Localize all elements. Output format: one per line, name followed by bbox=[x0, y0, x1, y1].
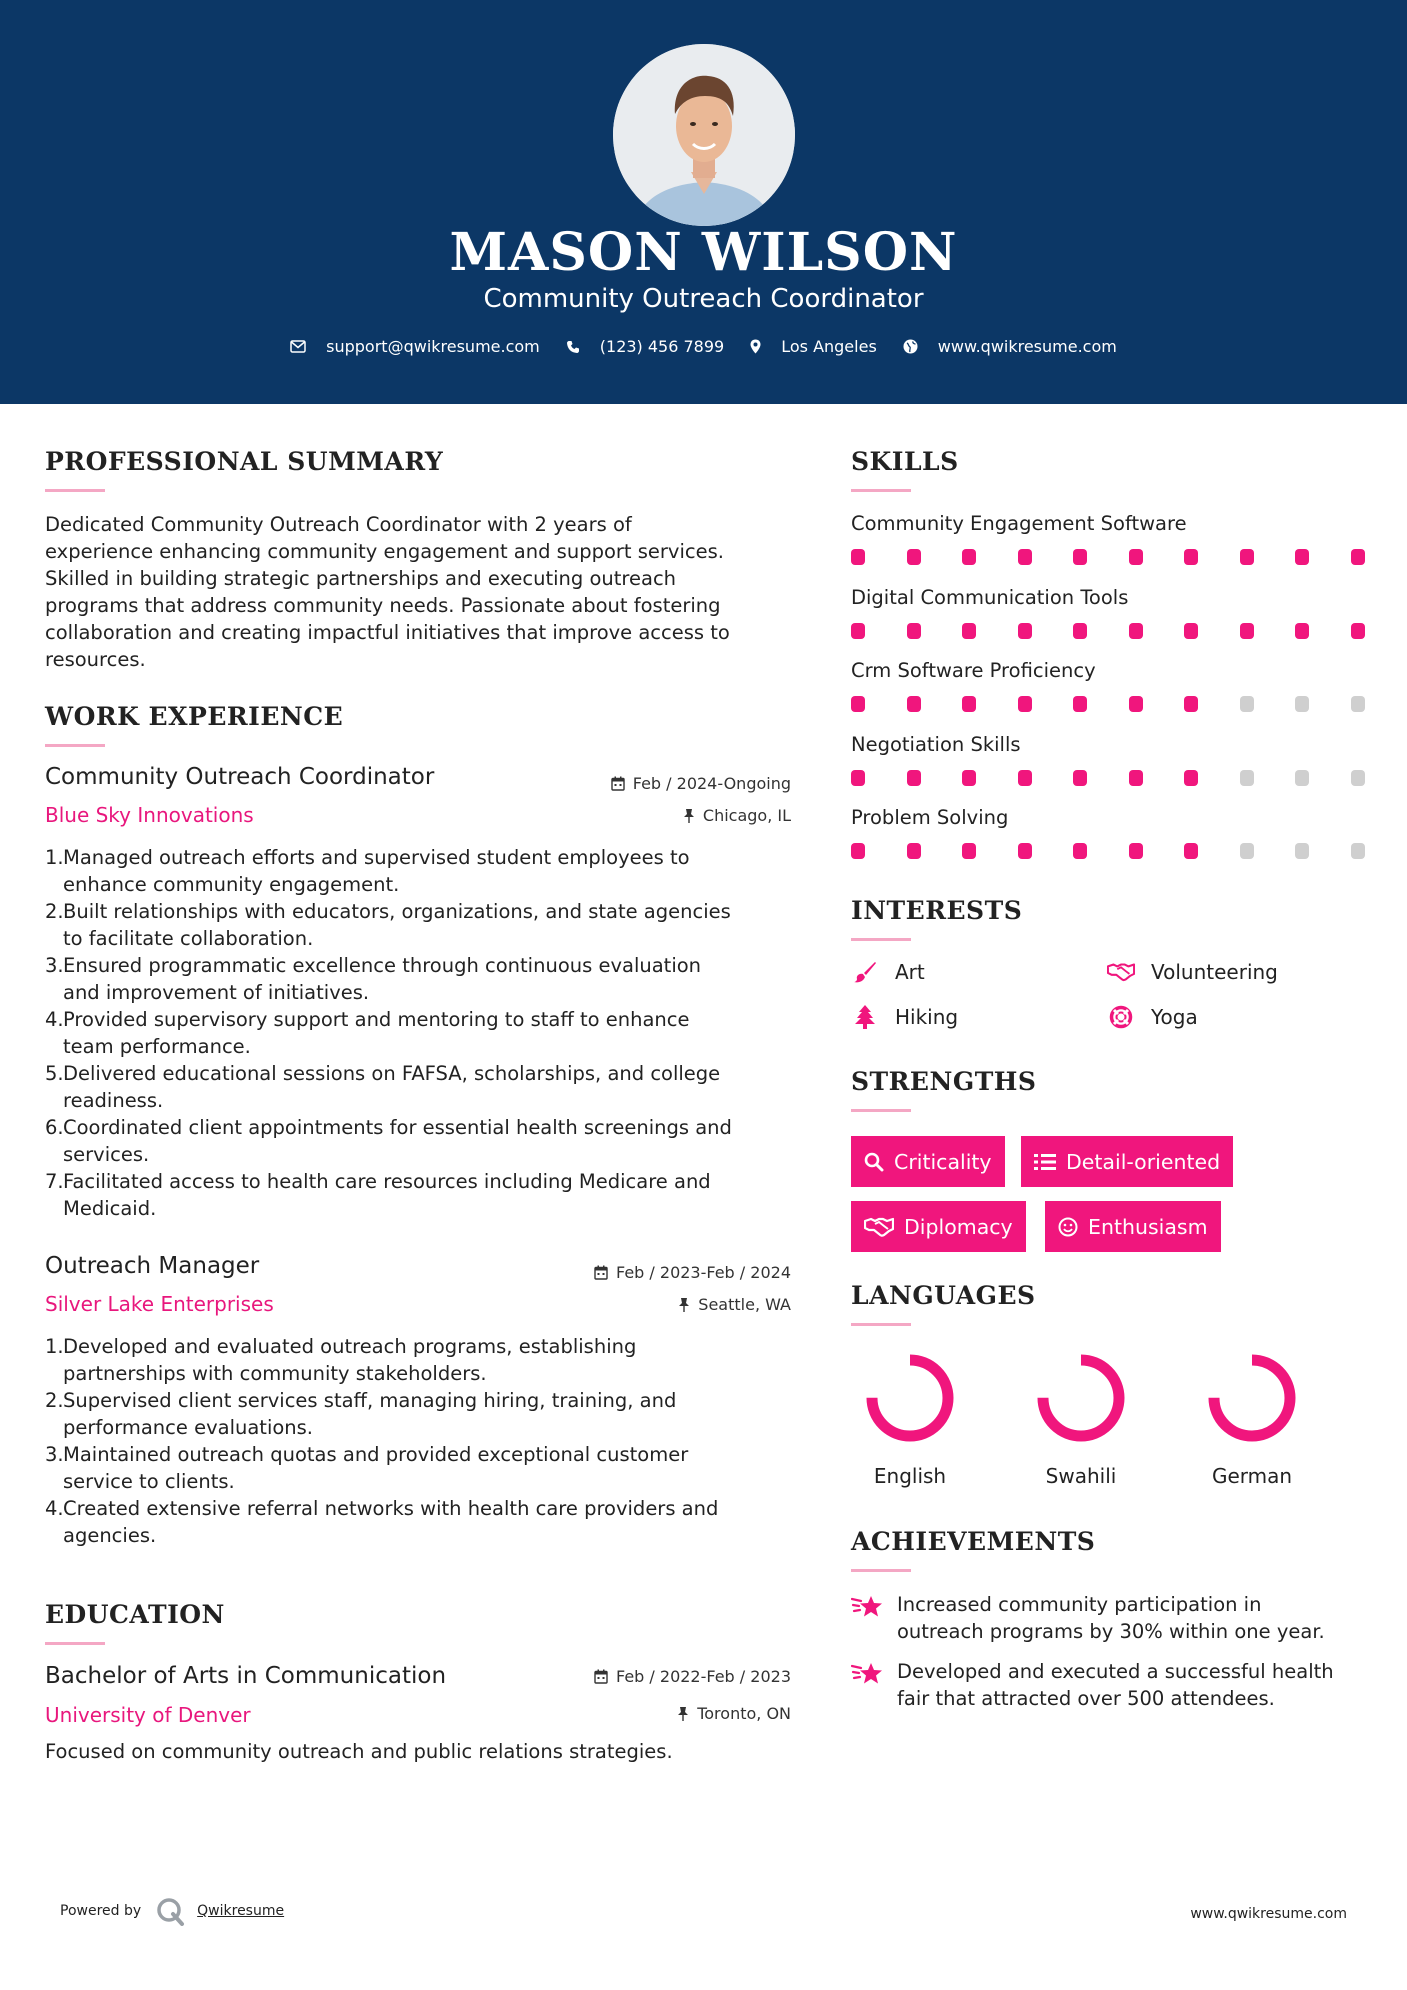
language-level-arc bbox=[1043, 1360, 1119, 1436]
languages-underline bbox=[851, 1323, 911, 1326]
skill-dot-filled bbox=[1129, 696, 1143, 712]
language-label: Swahili bbox=[1045, 1464, 1117, 1488]
summary-line: collaboration and creating impactful initiatives that improve access to bbox=[45, 621, 730, 644]
language-item bbox=[855, 1352, 965, 1488]
skill-dot-filled bbox=[907, 843, 921, 859]
resume-header bbox=[0, 0, 1407, 404]
skill-level-dots bbox=[851, 696, 1363, 712]
skill-dot-filled bbox=[1184, 843, 1198, 859]
smile-icon bbox=[1058, 1217, 1078, 1237]
skills-heading: SKILLS bbox=[851, 447, 959, 476]
envelope-icon bbox=[290, 340, 306, 353]
skill-dot-filled bbox=[851, 549, 865, 565]
skill-dot-filled bbox=[1129, 843, 1143, 859]
language-item bbox=[1026, 1352, 1136, 1488]
job-date-text: Feb / 2024-Ongoing bbox=[632, 774, 791, 793]
education-location bbox=[677, 1704, 791, 1723]
skill-name: Crm Software Proficiency bbox=[851, 659, 1096, 682]
list-item: 7. Facilitated access to health care resources including Medicare and Medicaid. bbox=[45, 1170, 711, 1220]
summary-line: experience enhancing community engagement and support services. bbox=[45, 540, 724, 563]
language-ring bbox=[1197, 1352, 1307, 1444]
achievement-line: fair that attracted over 500 attendees. bbox=[897, 1687, 1275, 1710]
skills-underline bbox=[851, 489, 911, 492]
skill-dot-filled bbox=[1240, 549, 1254, 565]
handshake-icon bbox=[864, 1217, 894, 1237]
skill-dot-filled bbox=[1184, 696, 1198, 712]
achievement-line: Increased community participation in bbox=[897, 1593, 1262, 1616]
skill-name: Negotiation Skills bbox=[851, 732, 1021, 756]
interest-volunteering bbox=[1107, 960, 1278, 984]
job-location bbox=[683, 806, 791, 825]
skill-dot-filled bbox=[1295, 549, 1309, 565]
job-duties-list bbox=[45, 1333, 810, 1549]
pushpin-icon bbox=[683, 808, 695, 823]
interest-label: Volunteering bbox=[1151, 960, 1278, 984]
skill-dot-filled bbox=[1073, 843, 1087, 859]
paintbrush-icon bbox=[851, 960, 879, 984]
list-item: 3. Maintained outreach quotas and provided exceptional customer service to clients. bbox=[45, 1443, 689, 1493]
list-item: 1. Developed and evaluated outreach programs, establishing partnerships with community stakeholders. bbox=[45, 1335, 637, 1385]
languages-heading: LANGUAGES bbox=[851, 1281, 1036, 1310]
skill-dot-filled bbox=[962, 696, 976, 712]
skill-dot-filled bbox=[851, 623, 865, 639]
achievement-item bbox=[851, 1591, 1371, 1645]
list-icon bbox=[1034, 1153, 1056, 1171]
skill-dot-filled bbox=[1129, 549, 1143, 565]
skill-dot-filled bbox=[962, 623, 976, 639]
skill-dot-empty bbox=[1351, 770, 1365, 786]
skill-dot-filled bbox=[1018, 770, 1032, 786]
skill-dot-filled bbox=[1184, 549, 1198, 565]
strength-badge-criticality bbox=[851, 1136, 1005, 1187]
summary-text bbox=[45, 511, 805, 673]
skill-dot-empty bbox=[1351, 843, 1365, 859]
education-heading: EDUCATION bbox=[45, 1600, 225, 1629]
education-degree: Bachelor of Arts in Communication bbox=[45, 1663, 447, 1689]
list-item: 2. Supervised client services staff, managing hiring, training, and performance evaluations. bbox=[45, 1389, 677, 1439]
list-item: 6. Coordinated client appointments for essential health screenings and services. bbox=[45, 1116, 732, 1166]
experience-heading: WORK EXPERIENCE bbox=[45, 702, 344, 731]
skill-dot-filled bbox=[1073, 696, 1087, 712]
skill-dot-filled bbox=[1351, 549, 1365, 565]
search-icon bbox=[864, 1152, 884, 1172]
skill-dot-filled bbox=[1184, 770, 1198, 786]
language-item bbox=[1197, 1352, 1307, 1488]
language-label: English bbox=[873, 1464, 947, 1488]
calendar-icon bbox=[594, 1669, 608, 1684]
skill-dot-filled bbox=[907, 696, 921, 712]
education-underline bbox=[45, 1642, 105, 1645]
achievements-underline bbox=[851, 1569, 911, 1572]
skill-dot-filled bbox=[907, 549, 921, 565]
pushpin-icon bbox=[677, 1706, 689, 1721]
tree-icon bbox=[851, 1005, 879, 1029]
calendar-icon bbox=[611, 776, 625, 791]
skill-name: Problem Solving bbox=[851, 806, 1009, 829]
candidate-name: MASON WILSON bbox=[449, 222, 958, 283]
language-level-arc bbox=[872, 1360, 948, 1436]
footer-website[interactable]: www.qwikresume.com bbox=[1190, 1906, 1347, 1922]
qwikresume-link[interactable]: Qwikresume bbox=[197, 1903, 285, 1919]
skill-level-dots bbox=[851, 623, 1363, 639]
calendar-icon bbox=[594, 1265, 608, 1280]
qwikresume-logo-icon bbox=[155, 1896, 185, 1926]
interests-underline bbox=[851, 938, 911, 941]
strength-label: Criticality bbox=[894, 1149, 992, 1174]
phone-icon bbox=[566, 340, 580, 354]
handshake-icon bbox=[1107, 960, 1135, 984]
candidate-role: Community Outreach Coordinator bbox=[483, 284, 924, 314]
language-ring bbox=[1026, 1352, 1136, 1444]
language-label: German bbox=[1211, 1464, 1293, 1488]
education-school: University of Denver bbox=[45, 1703, 251, 1727]
skill-dot-filled bbox=[962, 843, 976, 859]
job-location-text: Seattle, WA bbox=[698, 1295, 791, 1314]
powered-by-text: Powered by bbox=[60, 1903, 142, 1919]
job-title: Outreach Manager bbox=[45, 1253, 260, 1279]
skill-name: Community Engagement Software bbox=[851, 512, 1187, 535]
list-item: 2. Built relationships with educators, organizations, and state agencies to facilitate collaboration. bbox=[45, 900, 731, 950]
job-location-text: Chicago, IL bbox=[702, 806, 791, 825]
globe-icon bbox=[903, 339, 918, 354]
skill-dot-filled bbox=[851, 770, 865, 786]
skill-level-dots bbox=[851, 843, 1363, 859]
skill-level-dots bbox=[851, 770, 1363, 786]
language-ring bbox=[855, 1352, 965, 1444]
list-item: 4. Created extensive referral networks with health care providers and agencies. bbox=[45, 1497, 719, 1547]
strengths-heading: STRENGTHS bbox=[851, 1067, 1037, 1096]
skill-dot-empty bbox=[1240, 696, 1254, 712]
map-pin-icon bbox=[750, 339, 761, 354]
experience-underline bbox=[45, 744, 105, 747]
job-company: Blue Sky Innovations bbox=[45, 803, 254, 827]
job-date bbox=[611, 774, 791, 793]
strength-badge-enthusiasm bbox=[1045, 1201, 1221, 1252]
list-item: 4. Provided supervisory support and mentoring to staff to enhance team performance. bbox=[45, 1008, 690, 1058]
skill-dot-empty bbox=[1295, 843, 1309, 859]
pushpin-icon bbox=[678, 1297, 690, 1312]
list-item: 3. Ensured programmatic excellence through continuous evaluation and improvement of initiatives. bbox=[45, 954, 702, 1004]
job-date-text: Feb / 2023-Feb / 2024 bbox=[616, 1263, 791, 1282]
interests-heading: INTERESTS bbox=[851, 896, 1023, 925]
job-date bbox=[594, 1263, 791, 1282]
job-company: Silver Lake Enterprises bbox=[45, 1292, 274, 1316]
skill-dot-filled bbox=[1129, 623, 1143, 639]
education-date-text: Feb / 2022-Feb / 2023 bbox=[616, 1667, 791, 1686]
skill-dot-filled bbox=[1184, 623, 1198, 639]
skill-name: Digital Communication Tools bbox=[851, 585, 1129, 609]
contact-email[interactable] bbox=[290, 337, 540, 356]
contact-email-text: support@qwikresume.com bbox=[326, 337, 540, 356]
education-date bbox=[594, 1667, 791, 1686]
skill-dot-filled bbox=[1295, 623, 1309, 639]
contact-phone[interactable] bbox=[566, 337, 724, 356]
skill-dot-filled bbox=[962, 770, 976, 786]
contact-location-text: Los Angeles bbox=[781, 337, 877, 356]
interest-label: Yoga bbox=[1151, 1005, 1198, 1029]
summary-line: Skilled in building strategic partnerships and executing outreach bbox=[45, 567, 677, 590]
skill-dot-filled bbox=[907, 623, 921, 639]
strength-badge-diplomacy bbox=[851, 1201, 1026, 1252]
contact-phone-text: (123) 456 7899 bbox=[599, 337, 725, 356]
skill-dot-filled bbox=[1073, 770, 1087, 786]
contact-bar bbox=[0, 337, 1407, 356]
skill-dot-empty bbox=[1295, 696, 1309, 712]
shooting-star-icon bbox=[851, 1593, 885, 1645]
education-description: Focused on community outreach and public relations strategies. bbox=[45, 1740, 673, 1763]
skill-dot-filled bbox=[1018, 623, 1032, 639]
skill-dot-filled bbox=[962, 549, 976, 565]
interest-label: Art bbox=[895, 960, 925, 984]
lifering-icon bbox=[1107, 1005, 1135, 1029]
skill-dot-empty bbox=[1240, 843, 1254, 859]
skill-dot-filled bbox=[1129, 770, 1143, 786]
list-item: 1. Managed outreach efforts and supervised student employees to enhance community engagement. bbox=[45, 846, 690, 896]
skill-level-dots bbox=[851, 549, 1363, 565]
interest-label: Hiking bbox=[895, 1005, 959, 1029]
job-duties-list bbox=[45, 844, 810, 1222]
skill-dot-empty bbox=[1295, 770, 1309, 786]
list-item: 5. Delivered educational sessions on FAFSA, scholarships, and college readiness. bbox=[45, 1062, 721, 1112]
summary-line: programs that address community needs. Passionate about fostering bbox=[45, 594, 721, 617]
skill-dot-filled bbox=[1018, 696, 1032, 712]
skill-dot-filled bbox=[1351, 623, 1365, 639]
strength-label: Detail-oriented bbox=[1066, 1149, 1221, 1174]
skill-dot-filled bbox=[1018, 549, 1032, 565]
skill-dot-filled bbox=[1073, 623, 1087, 639]
summary-line: resources. bbox=[45, 648, 146, 671]
strengths-underline bbox=[851, 1109, 911, 1112]
summary-underline bbox=[45, 489, 105, 492]
skill-dot-empty bbox=[1351, 696, 1365, 712]
achievement-line: Developed and executed a successful health bbox=[897, 1660, 1334, 1683]
strength-label: Diplomacy bbox=[904, 1214, 1013, 1239]
job-location bbox=[678, 1295, 791, 1314]
strength-badge-detail-oriented bbox=[1021, 1136, 1233, 1187]
skill-dot-filled bbox=[851, 843, 865, 859]
job-title: Community Outreach Coordinator bbox=[45, 764, 435, 790]
strength-label: Enthusiasm bbox=[1088, 1214, 1208, 1239]
achievement-line: outreach programs by 30% within one year. bbox=[897, 1620, 1325, 1643]
summary-heading: PROFESSIONAL SUMMARY bbox=[45, 447, 444, 476]
interest-hiking bbox=[851, 1005, 958, 1029]
skill-dot-filled bbox=[851, 696, 865, 712]
interest-yoga bbox=[1107, 1005, 1198, 1029]
skill-dot-filled bbox=[907, 770, 921, 786]
contact-website-text: www.qwikresume.com bbox=[937, 337, 1117, 356]
achievements-heading: ACHIEVEMENTS bbox=[851, 1527, 1096, 1556]
profile-photo bbox=[613, 44, 795, 226]
achievement-item bbox=[851, 1658, 1371, 1712]
contact-website[interactable] bbox=[903, 337, 1117, 356]
contact-location bbox=[750, 337, 877, 356]
shooting-star-icon bbox=[851, 1660, 885, 1712]
skill-dot-filled bbox=[1073, 549, 1087, 565]
skill-dot-filled bbox=[1240, 623, 1254, 639]
summary-line: Dedicated Community Outreach Coordinator with 2 years of bbox=[45, 513, 632, 536]
footer-powered-by bbox=[60, 1896, 284, 1926]
interest-art bbox=[851, 960, 925, 984]
skill-dot-empty bbox=[1240, 770, 1254, 786]
education-location-text: Toronto, ON bbox=[697, 1704, 791, 1723]
skill-dot-filled bbox=[1018, 843, 1032, 859]
language-level-arc bbox=[1214, 1360, 1290, 1436]
